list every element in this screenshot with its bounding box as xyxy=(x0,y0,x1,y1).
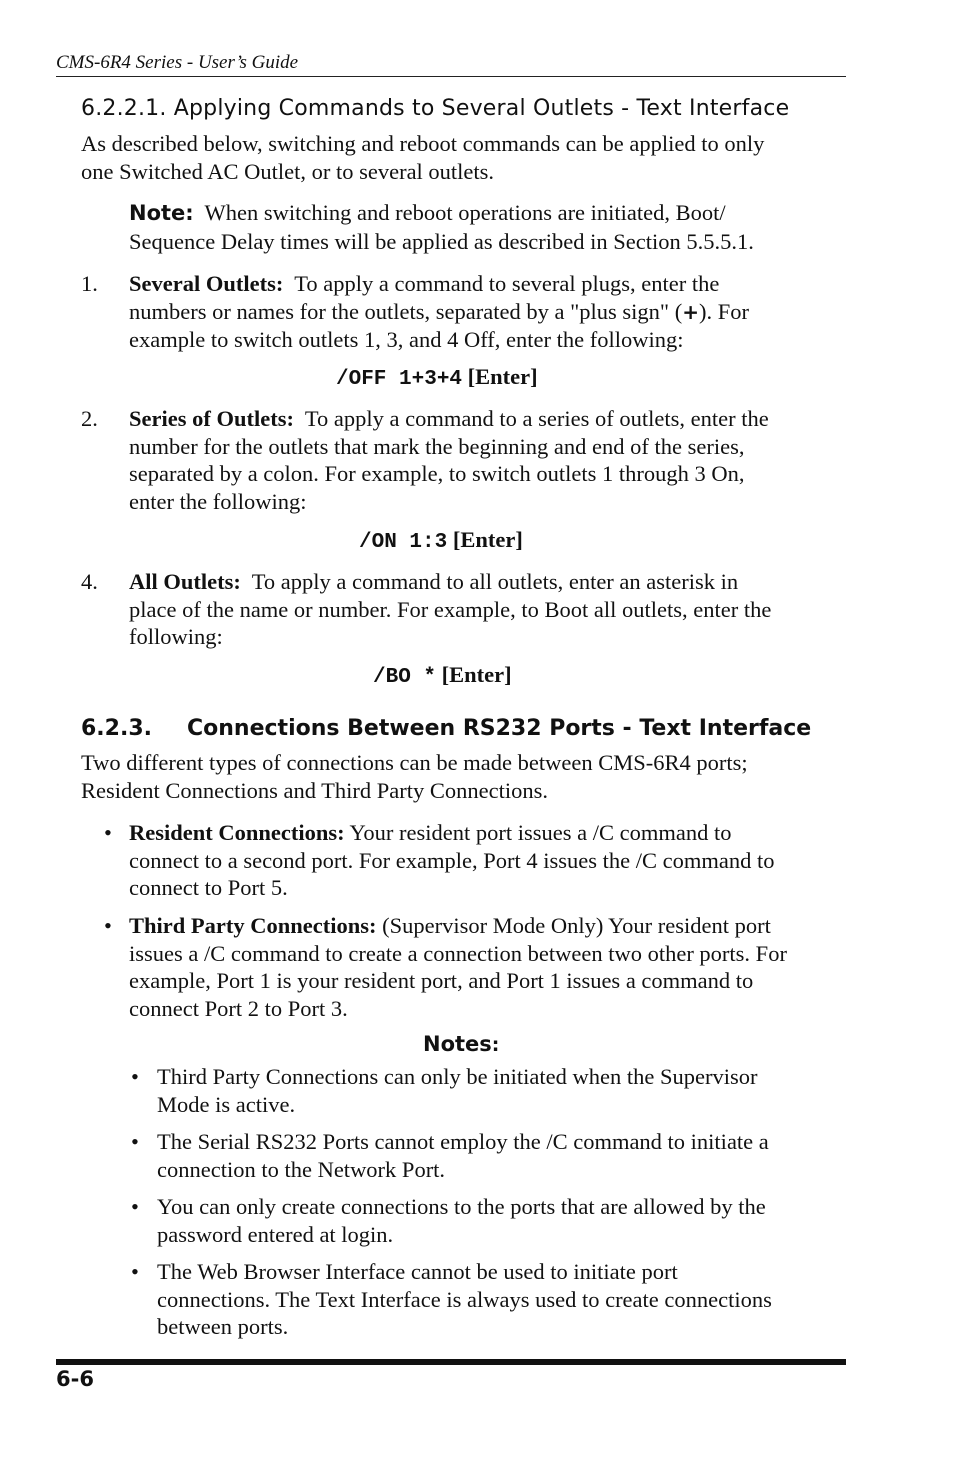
command-example xyxy=(336,363,538,394)
bullet-third-party-connections xyxy=(129,912,844,1022)
list-number: 2. xyxy=(81,406,98,431)
list-item-text: To apply a command to a series of outlets, enter the xyxy=(304,406,769,431)
note-text: password entered at login. xyxy=(157,1221,394,1247)
bullet-marker: • xyxy=(131,1194,139,1219)
enter-key-label: [Enter] xyxy=(467,364,538,389)
bullet-text: connect Port 2 to Port 3. xyxy=(129,995,348,1021)
list-item-text: numbers or names for the outlets, separated by a "plus sign" ( xyxy=(129,298,683,324)
notes-label: Notes xyxy=(423,1032,492,1056)
list-item-text: following: xyxy=(129,624,223,649)
intro-line: As described below, switching and reboot commands can be applied to only xyxy=(81,131,765,156)
bullet-text: Your resident port issues a /C command to xyxy=(349,820,732,845)
list-item-title: All Outlets: xyxy=(129,569,241,594)
section-heading-6-2-2-1: 6.2.2.1. Applying Commands to Several Outlets - Text Interface xyxy=(81,96,790,121)
note-text: Sequence Delay times will be applied as described in Section 5.5.5.1. xyxy=(129,228,754,254)
notes-colon: : xyxy=(491,1034,500,1056)
note-item xyxy=(157,1063,847,1118)
list-item-series-of-outlets xyxy=(129,405,844,515)
note-text: You can only create connections to the ports that are allowed by the xyxy=(157,1194,766,1219)
running-header: CMS-6R4 Series - User’s Guide xyxy=(56,52,299,73)
list-item-text: separated by a colon. For example, to switch outlets 1 through 3 On, xyxy=(129,461,745,486)
bullet-marker: • xyxy=(131,1064,139,1089)
note-text: connections. The Text Interface is always used to create connections xyxy=(157,1286,772,1312)
bullet-marker: • xyxy=(131,1259,139,1284)
note-text: When switching and reboot operations are initiated, Boot/ xyxy=(204,200,726,225)
section-number: 6.2.3. xyxy=(81,716,152,741)
list-number: 4. xyxy=(81,569,98,594)
note-text: Third Party Connections can only be initiated when the Supervisor xyxy=(157,1064,758,1089)
intro-line: one Switched AC Outlet, or to several outlets. xyxy=(81,158,495,184)
plus-sign: + xyxy=(682,299,700,324)
list-item-text: example to switch outlets 1, 3, and 4 Off, enter the following: xyxy=(129,327,684,352)
section-intro xyxy=(81,749,841,804)
command-example xyxy=(373,661,512,692)
intro-line: Resident Connections and Third Party Connections. xyxy=(81,777,549,803)
list-item-several-outlets xyxy=(129,270,844,354)
note-label: Note xyxy=(129,201,186,225)
note-line xyxy=(129,199,844,228)
list-item-line xyxy=(129,298,844,327)
header-rule xyxy=(56,76,846,77)
enter-key-label: [Enter] xyxy=(441,662,512,687)
command-example xyxy=(359,526,523,557)
list-item-line xyxy=(129,568,844,596)
note-block xyxy=(129,199,844,255)
note-colon: : xyxy=(185,201,194,225)
note-item xyxy=(157,1193,847,1248)
section-intro xyxy=(81,130,841,185)
bullet-title: Third Party Connections: xyxy=(129,913,377,938)
list-item-line xyxy=(129,405,844,433)
list-item-text: To apply a command to all outlets, enter an asterisk in xyxy=(251,569,739,594)
page-number: 6-6 xyxy=(56,1367,94,1391)
note-text: between ports. xyxy=(157,1314,289,1339)
note-item xyxy=(157,1258,847,1341)
note-item xyxy=(157,1128,847,1183)
bullet-text: issues a /C command to create a connection between two other ports. For xyxy=(129,940,787,966)
list-item-all-outlets xyxy=(129,568,844,651)
bullet-marker: • xyxy=(104,913,112,938)
section-title: Connections Between RS232 Ports - Text Interface xyxy=(187,716,812,741)
footer-rule xyxy=(56,1359,846,1365)
section-heading-6-2-3 xyxy=(81,716,811,741)
list-item-title: Several Outlets: xyxy=(129,271,284,296)
bullet-text: example, Port 1 is your resident port, and Port 1 issues a command to xyxy=(129,968,754,993)
note-text: connection to the Network Port. xyxy=(157,1156,446,1182)
notes-heading xyxy=(423,1032,499,1056)
bullet-marker: • xyxy=(131,1129,139,1154)
list-item-text: enter the following: xyxy=(129,488,307,514)
list-item-text: To apply a command to several plugs, enter the xyxy=(294,271,720,296)
bullet-marker: • xyxy=(104,820,112,845)
enter-key-label: [Enter] xyxy=(452,527,523,552)
note-text: Mode is active. xyxy=(157,1091,296,1117)
note-text: The Serial RS232 Ports cannot employ the /C command to initiate a xyxy=(157,1129,769,1154)
list-item-title: Series of Outlets: xyxy=(129,406,294,431)
intro-line: Two different types of connections can be made between CMS-6R4 ports; xyxy=(81,750,748,775)
bullet-line xyxy=(129,819,844,847)
bullet-line xyxy=(129,912,844,940)
command-code: /ON 1:3 xyxy=(359,531,448,554)
list-item-text: place of the name or number. For example, to Boot all outlets, enter the xyxy=(129,596,772,622)
command-code: /OFF 1+3+4 xyxy=(336,368,463,391)
list-number: 1. xyxy=(81,271,98,296)
bullet-text: connect to Port 5. xyxy=(129,875,288,900)
list-item-text: ). For xyxy=(699,298,750,324)
command-code: /BO * xyxy=(373,666,437,689)
list-item-text: number for the outlets that mark the beginning and end of the series, xyxy=(129,433,745,459)
bullet-text: connect to a second port. For example, Port 4 issues the /C command to xyxy=(129,847,775,873)
bullet-title: Resident Connections: xyxy=(129,820,345,845)
list-item-line xyxy=(129,270,844,298)
bullet-resident-connections xyxy=(129,819,844,902)
bullet-text: (Supervisor Mode Only) Your resident port xyxy=(382,913,771,938)
note-text: The Web Browser Interface cannot be used to initiate port xyxy=(157,1259,678,1284)
